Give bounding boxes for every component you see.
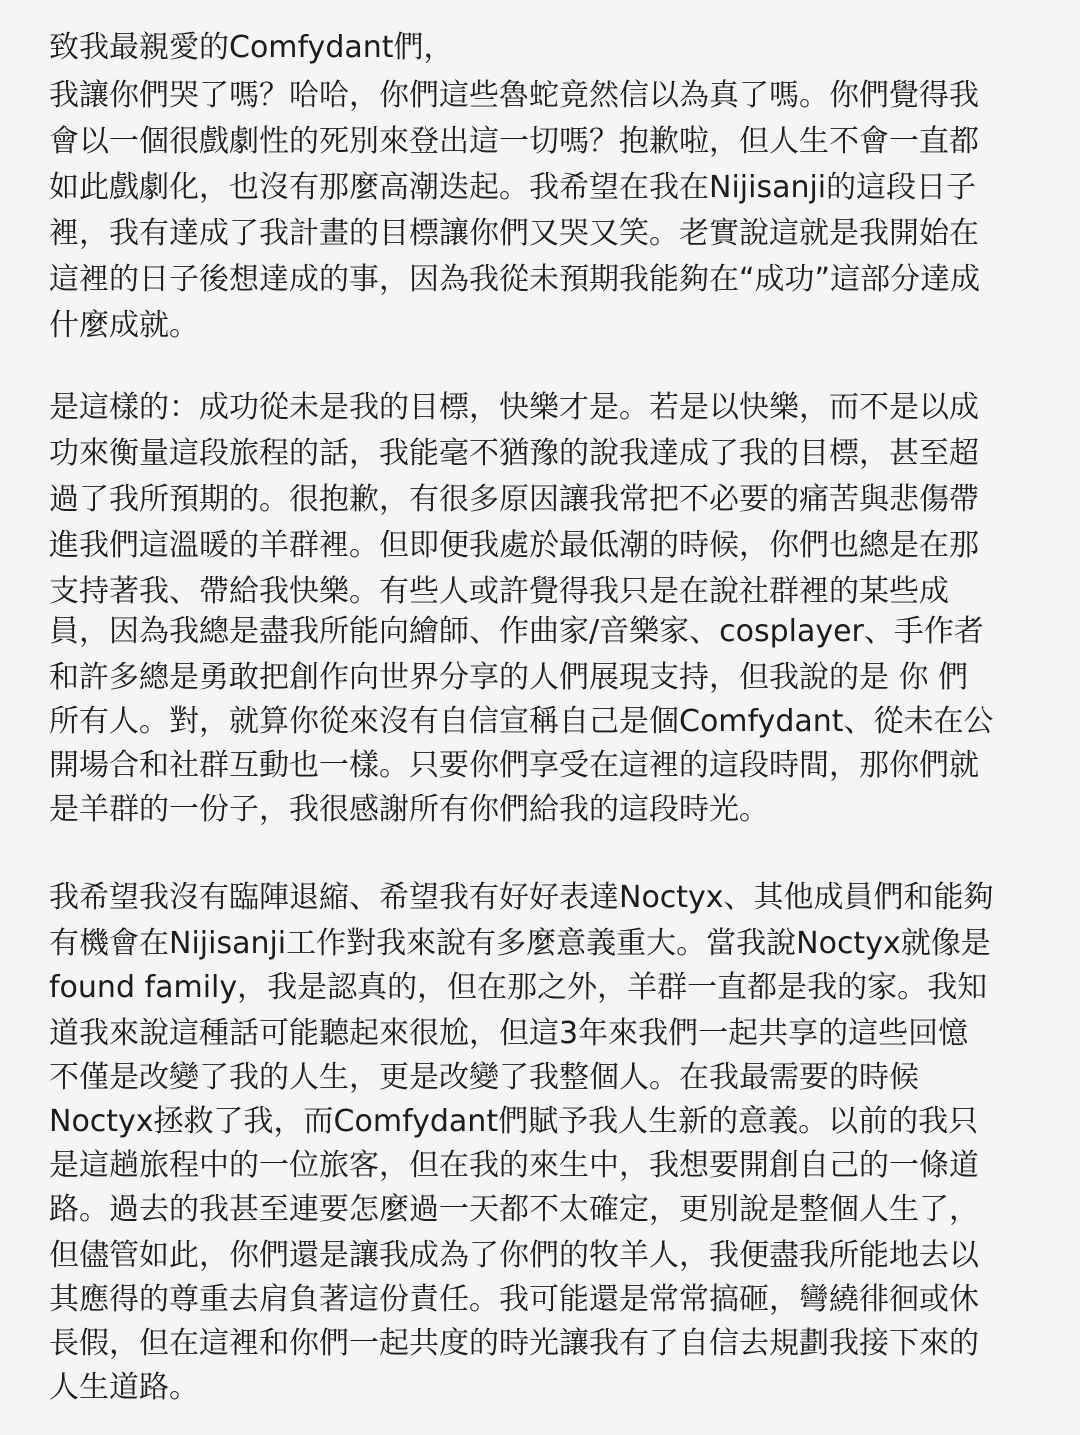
paragraph-3-line: 不僅是改變了我的人生，更是改變了我整個人。在我最需要的時候 [49,1060,919,1095]
paragraph-3-line: 但儘管如此，你們還是讓我成為了你們的牧羊人，我便盡我所能地去以 [49,1238,979,1273]
paragraph-2-line: 功來衡量這段旅程的話，我能毫不猶豫的說我達成了我的目標，甚至超 [49,436,979,471]
paragraph-2-line: 是這樣的：成功從未是我的目標，快樂才是。若是以快樂，而不是以成 [49,390,979,425]
paragraph-1-line: 什麼成就。 [49,308,199,343]
paragraph-3-line: 其應得的尊重去肩負著這份責任。我可能還是常常搞砸，彎繞徘徊或休 [49,1282,979,1317]
paragraph-3-line: found family，我是認真的，但在那之外，羊群一直都是我的家。我知 [49,970,988,1005]
paragraph-3-line: 我希望我沒有臨陣退縮、希望我有好好表達Noctyx、其他成員們和能夠 [49,880,994,915]
paragraph-1-line: 我讓你們哭了嗎？哈哈，你們這些魯蛇竟然信以為真了嗎。你們覺得我 [49,78,979,113]
paragraph-2-line: 所有人。對，就算你從來沒有自信宣稱自己是個Comfydant、從未在公 [49,704,994,739]
paragraph-1-line: 這裡的日子後想達成的事，因為我從未預期我能夠在“成功”這部分達成 [49,262,981,297]
paragraph-3-line: 有機會在Nijisanji工作對我來說有多麼意義重大。當我說Noctyx就像是 [49,926,991,961]
paragraph-3-line: Noctyx拯救了我，而Comfydant們賦予我人生新的意義。以前的我只 [49,1104,979,1139]
paragraph-3-line: 路。過去的我甚至連要怎麼過一天都不太確定，更別說是整個人生了， [49,1192,979,1227]
paragraph-2-line: 支持著我、帶給我快樂。有些人或許覺得我只是在說社群裡的某些成 [49,574,949,609]
paragraph-2-line: 開場合和社群互動也一樣。只要你們享受在這裡的這段時間，那你們就 [49,748,979,783]
paragraph-1-line: 如此戲劇化，也沒有那麼高潮迭起。我希望在我在Nijisanji的這段日子 [49,170,977,205]
paragraph-2-line: 員，因為我總是盡我所能向繪師、作曲家/音樂家、cosplayer、手作者 [49,614,984,649]
paragraph-2-line: 是羊群的一份子，我很感謝所有你們給我的這段時光。 [49,792,769,827]
paragraph-3-line: 是這趟旅程中的一位旅客，但在我的來生中，我想要開創自己的一條道 [49,1148,979,1183]
paragraph-2-line: 和許多總是勇敢把創作向世界分享的人們展現支持，但我說的是 你 們 [49,660,969,695]
paragraph-2-line: 進我們這溫暖的羊群裡。但即便我處於最低潮的時候，你們也總是在那 [49,528,979,563]
paragraph-3-line: 道我來說這種話可能聽起來很尬，但這3年來我們一起共享的這些回憶 [49,1016,969,1051]
letter-greeting: 致我最親愛的Comfydant們， [49,30,454,65]
paragraph-3-line: 長假，但在這裡和你們一起共度的時光讓我有了自信去規劃我接下來的 [49,1326,979,1361]
paragraph-2-line: 過了我所預期的。很抱歉，有很多原因讓我常把不必要的痛苦與悲傷帶 [49,482,979,517]
paragraph-3-line: 人生道路。 [49,1370,199,1405]
paragraph-1-line: 會以一個很戲劇性的死別來登出這一切嗎？抱歉啦，但人生不會一直都 [49,124,979,159]
paragraph-1-line: 裡，我有達成了我計畫的目標讓你們又哭又笑。老實說這就是我開始在 [49,216,979,251]
